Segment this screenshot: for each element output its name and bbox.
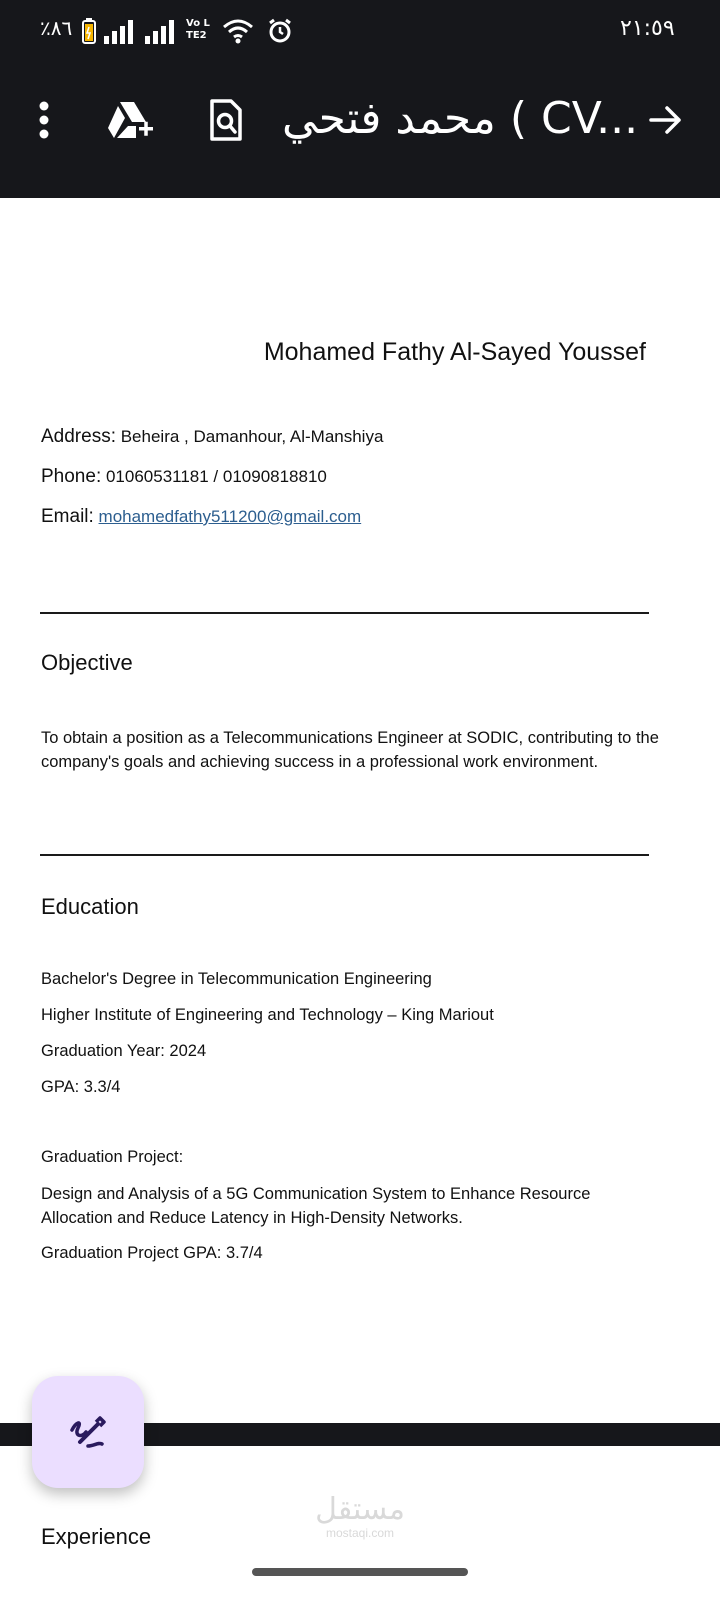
battery-icon xyxy=(82,18,96,48)
document-title: محمد فتحي ( CV... xyxy=(282,93,639,144)
back-button[interactable] xyxy=(636,90,696,150)
wifi-icon xyxy=(222,18,254,48)
watermark-latin: mostaqi.com xyxy=(325,1526,395,1540)
find-in-page-icon xyxy=(209,99,243,141)
address-line xyxy=(41,426,383,448)
document-toolbar xyxy=(0,78,720,164)
project-text: Design and Analysis of a 5G Communication System to Enhance Resource Allocation and Reduce Latency in High-Density Networks. xyxy=(41,1185,591,1227)
address-label: Address: xyxy=(41,426,116,447)
section-divider xyxy=(40,612,649,614)
find-in-document-button[interactable] xyxy=(196,90,256,150)
education-gpa: GPA: 3.3/4 xyxy=(41,1078,121,1096)
app-top-bar xyxy=(0,0,720,198)
education-graduation-year: Graduation Year: 2024 xyxy=(41,1042,207,1060)
volte-label: Vo LTE2 xyxy=(186,18,210,41)
signal-icon-sim1 xyxy=(104,20,134,48)
signal-icon-sim2 xyxy=(145,20,175,48)
email-label: Email: xyxy=(41,506,94,527)
watermark-arabic: مستقل xyxy=(315,1492,405,1527)
add-to-drive-button[interactable] xyxy=(100,90,160,150)
edit-pen-icon xyxy=(68,1412,108,1452)
experience-heading: Experience xyxy=(41,1524,152,1549)
add-to-drive-icon xyxy=(106,100,154,140)
watermark-logo xyxy=(310,1494,410,1540)
alarm-icon xyxy=(267,18,293,48)
phone-line xyxy=(41,466,327,488)
address-value: Beheira , Damanhour, Al-Manshiya xyxy=(120,427,384,446)
more-options-button[interactable] xyxy=(22,90,66,150)
education-heading: Education xyxy=(41,894,139,919)
section-divider xyxy=(40,854,649,856)
more-vert-icon xyxy=(38,101,50,139)
clock-time: ٢١:٥٩ xyxy=(620,16,675,41)
objective-text: To obtain a position as a Telecommunications Engineer at SODIC, contributing to the company's goals and achieving success in a professional work environment. xyxy=(41,729,659,771)
cv-name: Mohamed Fathy Al-Sayed Youssef xyxy=(263,338,646,366)
status-bar xyxy=(0,0,720,64)
email-link[interactable]: mohamedfathy511200@gmail.com xyxy=(98,507,362,526)
education-institute: Higher Institute of Engineering and Technology – King Mariout xyxy=(41,1006,494,1024)
edit-fab-button[interactable] xyxy=(32,1376,144,1488)
arrow-forward-icon xyxy=(648,104,684,136)
document-page[interactable] xyxy=(0,198,720,1600)
battery-percent: ٪٨٦ xyxy=(40,16,73,40)
project-label: Graduation Project: xyxy=(41,1148,184,1166)
email-line xyxy=(41,506,361,528)
phone-value: 01060531181 / 01090818810 xyxy=(105,467,327,486)
objective-heading: Objective xyxy=(41,650,133,675)
phone-label: Phone: xyxy=(41,466,102,487)
project-gpa: Graduation Project GPA: 3.7/4 xyxy=(41,1244,263,1262)
gesture-home-bar[interactable] xyxy=(252,1568,468,1576)
education-degree: Bachelor's Degree in Telecommunication Engineering xyxy=(41,970,432,988)
